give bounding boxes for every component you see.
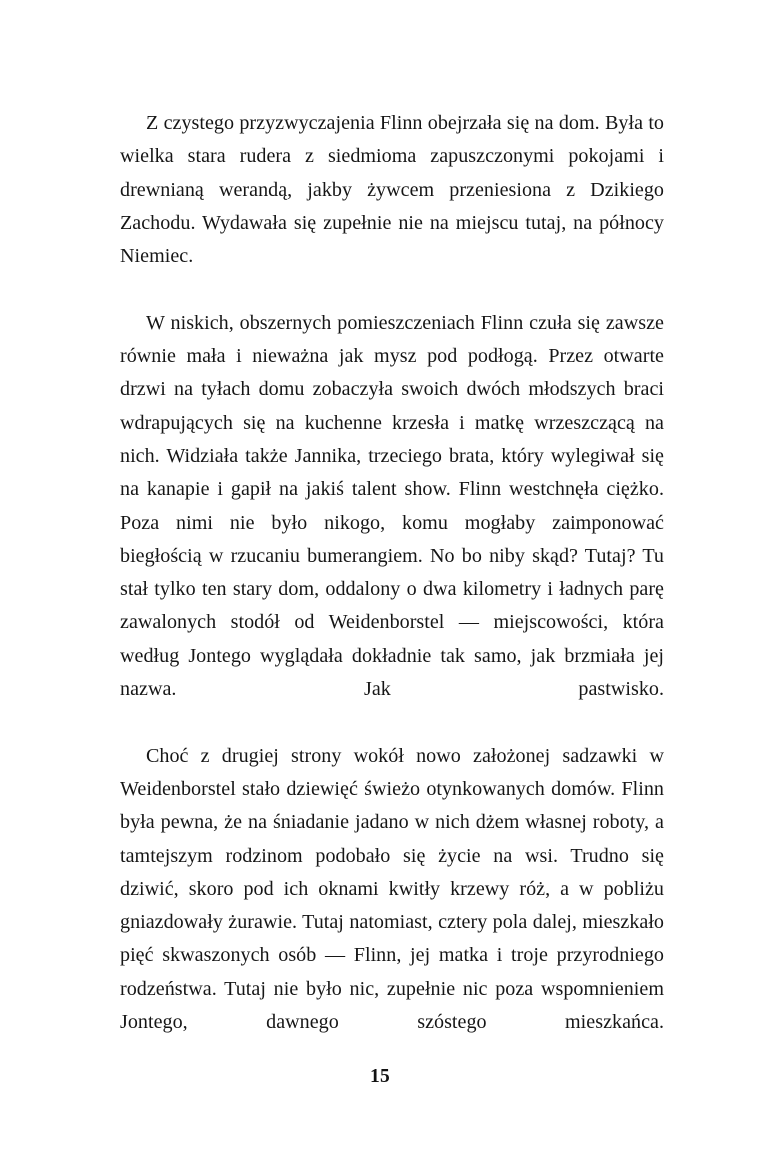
page-number: 15 (369, 1066, 391, 1087)
page-body-text (120, 107, 664, 1073)
paragraph-1: Z czystego przyzwyczajenia Flinn obejrzała się na dom. Była to wielka stara rudera z siedmioma zapuszczonymi pokojami i drewnianą werandą, jakby żywcem przeniesiona z Dzikiego Zachodu. Wydawała się zupełnie nie na miejscu tutaj, na północy Niemiec. (120, 112, 664, 268)
paragraph-3: Choć z drugiej strony wokół nowo założonej sadzawki w Weidenborstel stało dziewięć świeżo otynkowanych domów. Flinn była pewna, że na śniadanie jadano w nich dżem własnej roboty, a tamtejszym rodzinom podobało się życie na wsi. Trudno się dziwić, skoro pod ich oknami kwitły krzewy róż, a w pobliżu gniazdowały żurawie. Tutaj natomiast, cztery pola dalej, mieszkało pięć skwaszonych osób — Flinn, jej matka i troje przyrodniego rodzeństwa. Tutaj nie było nic, zupełnie nic poza wspomnieniem Jontego, dawnego szóstego mieszkańca. (120, 744, 664, 1034)
paragraph-2: W niskich, obszernych pomieszczeniach Flinn czuła się zawsze równie mała i nieważna jak mysz pod podłogą. Przez otwarte drzwi na tyłach domu zobaczyła swoich dwóch młodszych braci wdrapujących się na kuchenne krzesła i matkę wrzeszczącą na nich. Widziała także Jannika, trzeciego brata, który wylegiwał się na kanapie i gapił na jakiś talent show. Flinn westchnęła ciężko. Poza nimi nie było nikogo, komu mogłaby zaimponować biegłością w rzucaniu bumerangiem. No bo niby skąd? Tutaj? Tu stał tylko ten stary dom, oddalony o dwa kilometry i ładnych parę zawalonych stodół od Weidenborstel — miejscowości, która według Jontego wyglądała dokładnie tak samo, jak brzmiała jej nazwa. Jak pastwisko. (120, 311, 664, 701)
